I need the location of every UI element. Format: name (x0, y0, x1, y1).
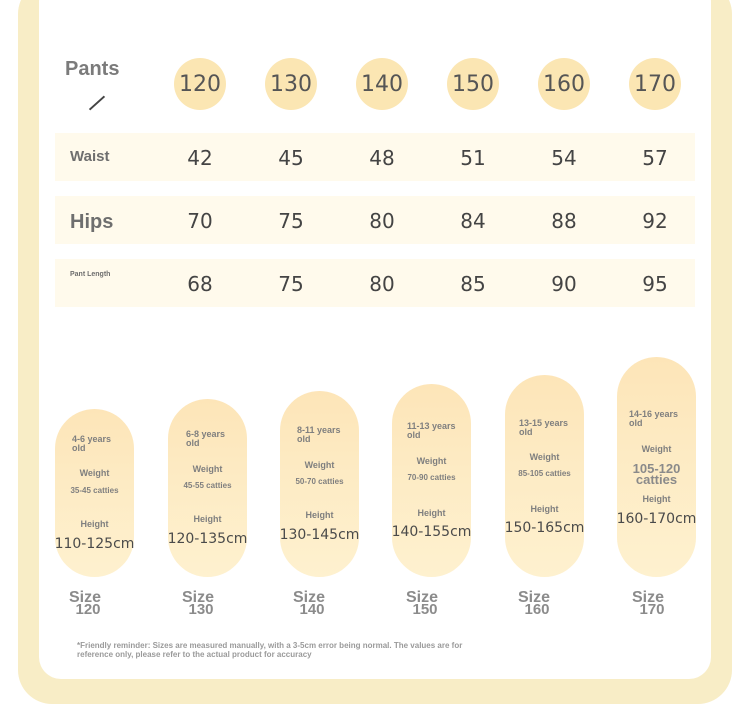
size-number: 140 (299, 601, 325, 618)
waist-value: 54 (551, 146, 577, 170)
hips-value: 75 (278, 209, 304, 233)
waist-value: 51 (460, 146, 486, 170)
pill-height-value: 120-135cm (167, 531, 248, 547)
pill-height-value: 150-165cm (504, 520, 585, 536)
pill-age: 14-16 years old (629, 409, 679, 428)
pant-length-value: 80 (369, 272, 395, 296)
pill-weight-value: 105-120 catties (632, 461, 681, 487)
pant-length-value: 90 (551, 272, 577, 296)
size-header-160: 160 (538, 58, 590, 110)
pill-height-label: Height (305, 510, 334, 520)
pill-weight-value: 85-105 catties (518, 469, 571, 478)
size-header-140: 140 (356, 58, 408, 110)
size-header-150: 150 (447, 58, 499, 110)
friendly-reminder: *Friendly reminder: Sizes are measured manually, with a 3-5cm error being normal. The values are for reference only, please refer to the actual product for accuracy (77, 641, 463, 659)
waist-label: Waist (70, 148, 110, 165)
pill-weight-value: 35-45 catties (70, 486, 119, 495)
pill-age: 6-8 years old (186, 429, 226, 448)
pill-height-label: Height (193, 514, 222, 524)
pill-height-value: 130-145cm (279, 527, 360, 543)
pill-weight-label: Weight (641, 444, 672, 454)
waist-value: 45 (278, 146, 304, 170)
waist-value: 42 (187, 146, 213, 170)
size-pill-160 (505, 375, 584, 577)
pill-age: 13-15 years old (519, 418, 569, 437)
size-pill-150 (392, 384, 471, 577)
size-header-120: 120 (174, 58, 226, 110)
size-header-170: 170 (629, 58, 681, 110)
pill-age: 11-13 years old (407, 421, 456, 440)
pill-height-value: 160-170cm (616, 511, 697, 527)
pill-weight-value: 50-70 catties (295, 477, 344, 486)
pill-height-label: Height (80, 519, 109, 529)
hips-value: 84 (460, 209, 486, 233)
hips-label: Hips (70, 211, 114, 233)
hips-value: 92 (642, 209, 668, 233)
size-number: 130 (188, 601, 214, 618)
size-label: Size (292, 589, 325, 606)
size-label: Size (631, 589, 664, 606)
size-label: Size (181, 589, 214, 606)
pant-length-label: Pant Length (70, 271, 111, 278)
pill-height-label: Height (530, 504, 559, 514)
pill-age: 4-6 years old (72, 434, 112, 453)
size-pill-120 (55, 409, 134, 577)
pill-weight-label: Weight (529, 452, 560, 462)
corner-label: Pants (65, 58, 120, 80)
pill-weight-label: Weight (304, 460, 335, 470)
pant-length-value: 75 (278, 272, 304, 296)
pill-height-label: Height (417, 508, 446, 518)
size-number: 170 (639, 601, 665, 618)
pill-height-value: 110-125cm (54, 536, 135, 552)
pill-age: 8-11 years old (297, 425, 341, 444)
pill-weight-label: Weight (416, 456, 447, 466)
pill-weight-value: 70-90 catties (407, 473, 456, 482)
size-number: 150 (412, 601, 438, 618)
size-label: Size (68, 589, 101, 606)
pant-length-value: 85 (460, 272, 486, 296)
hips-value: 80 (369, 209, 395, 233)
size-pill-170 (617, 357, 696, 577)
waist-value: 48 (369, 146, 395, 170)
waist-value: 57 (642, 146, 668, 170)
size-number: 160 (524, 601, 550, 618)
hips-value: 88 (551, 209, 577, 233)
hips-value: 70 (187, 209, 213, 233)
size-number: 120 (75, 601, 101, 618)
pill-height-value: 140-155cm (391, 524, 472, 540)
size-pill-130 (168, 399, 247, 577)
pill-weight-label: Weight (192, 464, 223, 474)
pant-length-value: 68 (187, 272, 213, 296)
pill-weight-label: Weight (79, 468, 110, 478)
size-label: Size (517, 589, 550, 606)
size-header-130: 130 (265, 58, 317, 110)
size-label: Size (405, 589, 438, 606)
pill-weight-value: 45-55 catties (183, 481, 232, 490)
pill-height-label: Height (642, 494, 671, 504)
size-pill-140 (280, 391, 359, 577)
pant-length-value: 95 (642, 272, 668, 296)
